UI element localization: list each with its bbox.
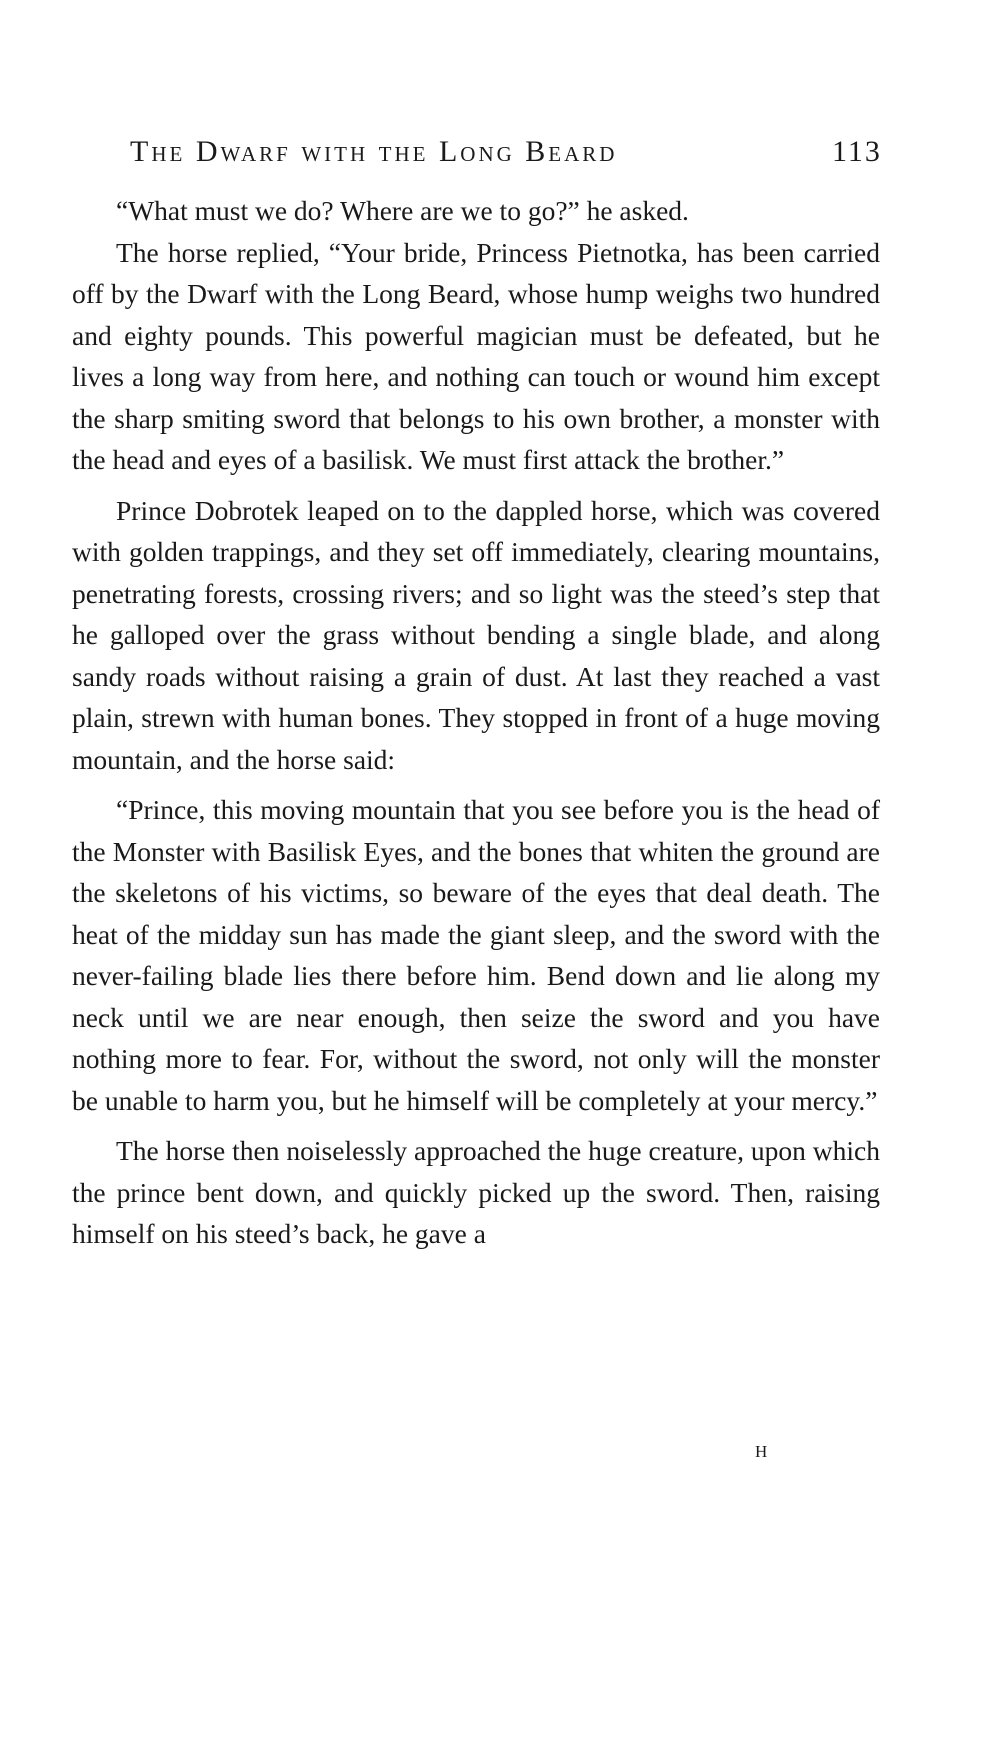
running-title: The Dwarf with the Long Beard xyxy=(130,135,618,168)
paragraph-journey: Prince Dobrotek leaped on to the dappled horse, which was covered with golden trappings, and they set off immediately, clearing mountains, penetrating forests, crossing rivers; and so light was the steed’s step that he galloped over the grass without bending a single blade, and along sandy roads without raising a grain of dust. At last they reached a vast plain, strewn with human bones. They stopped in front of a huge moving mountain, and the horse said: xyxy=(72,494,880,775)
running-head xyxy=(0,135,1000,175)
signature-mark: H xyxy=(755,1442,770,1461)
paragraph-sword-seized: The horse then noiselessly approached the huge creature, upon which the prince bent down, and quickly picked up the sword. Then, raising himself on his steed’s back, he gave a xyxy=(72,1135,880,1249)
paragraph-monster-warning: “Prince, this moving mountain that you see before you is the head of the Monster with Basilisk Eyes, and the bones that whiten the ground are the skeletons of his victims, so beware of the eyes that deal death. The heat of the midday sun has made the giant sleep, and the sword with the never-failing blade lies there before him. Bend down and lie along my neck until we are near enough, then seize the sword and you have nothing more to fear. For, without the sword, not only will the monster be unable to harm you, but he himself will be completely at your mercy.” xyxy=(72,794,880,1116)
body-text xyxy=(72,190,880,1255)
page-number: 113 xyxy=(832,135,882,168)
paragraph-horse-reply: The horse replied, “Your bride, Princess Pietnotka, has been carried off by the Dwarf with the Long Beard, whose hump weighs two hundred and eighty pounds. This powerful magician must be defeated, but he lives a long way from here, and nothing can touch or wound him except the sharp smiting sword that belongs to his own brother, a monster with the head and eyes of a basilisk. We must first attack the brother.” xyxy=(72,236,880,475)
paragraph-question: “What must we do? Where are we to go?” he asked. xyxy=(116,195,689,226)
